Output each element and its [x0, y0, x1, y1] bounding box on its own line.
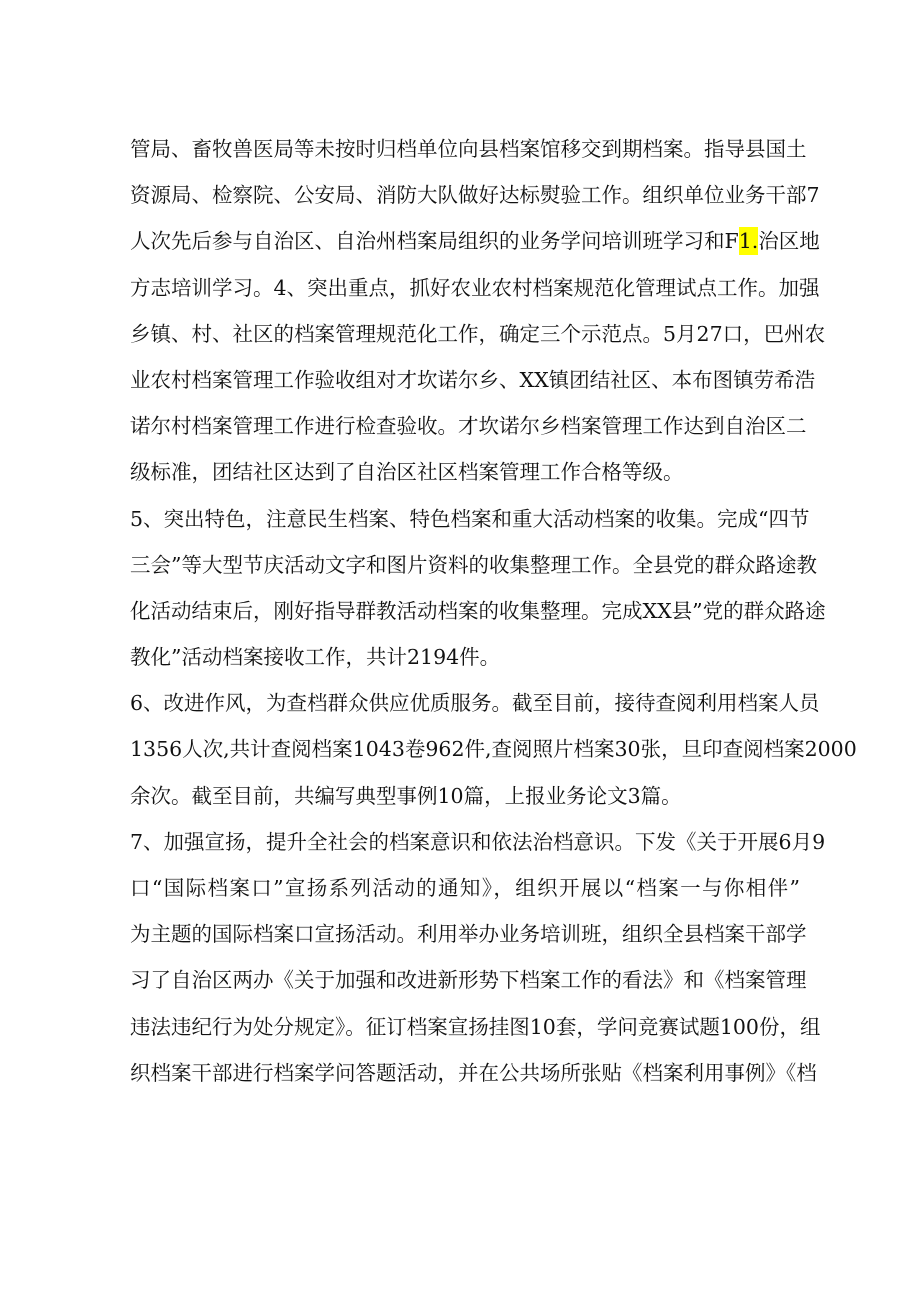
text-line-with-highlight — [130, 218, 820, 264]
highlighted-text: 1. — [738, 229, 759, 254]
text-line: 级标准，团结社区达到了自治区社区档案管理工作合格等级。 — [130, 460, 684, 485]
document-body — [130, 126, 857, 1096]
text-segment: 治区地 — [758, 229, 820, 254]
text-line: 教化”活动档案接收工作，共计2194件。 — [130, 645, 501, 670]
text-line: 管局、畜牧兽医局等未按时归档单位向县档案馆移交到期档案。指导县国土 — [130, 137, 807, 161]
text-line: 织档案干部进行档案学问答题活动，并在公共场所张贴《档案利用事例》《档 — [130, 1060, 817, 1085]
text-line: 三会”等大型节庆活动文字和图片资料的收集整理工作。全县党的群众路途教 — [130, 552, 817, 577]
text-line: 违法违纪行为处分规定》。征订档案宣扬挂图10套，学问竞赛试题100份，组 — [130, 1014, 821, 1039]
text-line: 方志培训学习。4、突出重点，抓好农业农村档案规范化管理试点工作。加强 — [130, 275, 820, 300]
text-line: 乡镇、村、社区的档案管理规范化工作，确定三个示范点。5月27口，巴州农 — [130, 321, 826, 346]
text-line: 7、加强宣扬，提升全社会的档案意识和依法治档意识。下发《关于开展6月9 — [130, 829, 826, 854]
text-line: 6、改进作风，为查档群众供应优质服务。截至目前，接待查阅利用档案人员 — [130, 691, 820, 716]
text-line: 余次。截至目前，共编写典型事例10篇，上报业务论文3篇。 — [130, 783, 682, 808]
text-line: 化活动结束后，刚好指导群教活动档案的收集整理。完成XX县”党的群众路途 — [130, 598, 826, 623]
text-segment: 人次先后参与自治区、自治州档案局组织的业务学问培训班学习和F — [130, 229, 739, 254]
text-line: 资源局、检察院、公安局、消防大队做好达标熨验工作。组织单位业务干部7 — [130, 183, 820, 208]
text-line: 口“国际档案口”宣扬系列活动的通知》，组织开展以“档案一与你相伴” — [130, 876, 800, 900]
text-line: 5、突出特色，注意民生档案、特色档案和重大活动档案的收集。完成“四节 — [130, 506, 810, 531]
text-line: 诺尔村档案管理工作进行检查验收。才坎诺尔乡档案管理工作达到自治区二 — [130, 414, 807, 439]
text-line: 业农村档案管理工作验收组对才坎诺尔乡、XX镇团结社区、本布图镇劳希浩 — [130, 367, 816, 392]
text-line: 习了自治区两办《关于加强和改进新形势下档案工作的看法》和《档案管理 — [130, 968, 807, 993]
text-line: 为主题的国际档案口宣扬活动。利用举办业务培训班，组织全县档案干部学 — [130, 922, 807, 947]
text-line: 1356人次,共计查阅档案1043卷962件,查阅照片档案30张，旦印查阅档案2000 — [130, 737, 857, 762]
